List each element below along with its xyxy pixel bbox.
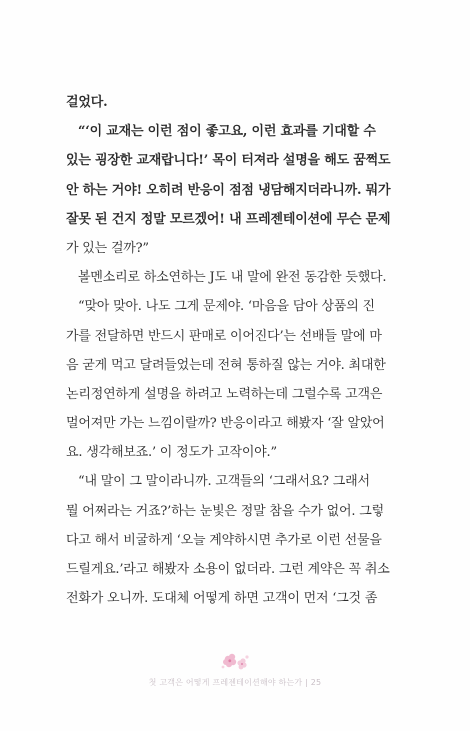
body-line: 다고 해서 비굴하게 ‘오늘 계약하시면 추가로 이런 선물을 — [66, 532, 382, 548]
cherry-blossom-icon — [218, 651, 252, 673]
body-line: 있는 굉장한 교재랍니다!’ 목이 터져라 설명을 해도 꿈쩍도 — [66, 153, 391, 169]
body-line: 전화가 오니까. 도대체 어떻게 하면 고객이 먼저 ‘그것 좀 — [66, 591, 378, 607]
body-line: 볼멘소리로 하소연하는 J도 내 말에 완전 동감한 듯했다. — [78, 270, 387, 286]
body-text — [66, 88, 416, 613]
body-line: “‘이 교재는 이런 점이 좋고요, 이런 효과를 기대할 수 — [78, 124, 376, 140]
body-line: 잘못 된 건지 정말 모르겠어! 내 프레젠테이션에 무슨 문제 — [66, 211, 391, 227]
body-line: 가를 전달하면 반드시 판매로 이어진다’는 선배들 말에 마 — [66, 328, 382, 344]
body-line: 요. 생각해보죠.’ 이 정도가 고작이야.” — [66, 445, 277, 461]
body-line: “내 말이 그 말이라니까. 고객들의 ‘그래서요? 그래서 — [78, 474, 370, 490]
body-line: 드릴게요.’라고 해봤자 소용이 없더라. 그런 계약은 꼭 취소 — [66, 562, 390, 577]
body-line: “맞아 맞아. 나도 그게 문제야. ‘마음을 담아 상품의 진 — [78, 299, 375, 315]
body-line: 음 굳게 먹고 달려들었는데 전혀 통하질 않는 거야. 최대한 — [66, 357, 386, 373]
body-line: 안 하는 거야! 오히려 반응이 점점 냉담해지더라니까. 뭐가 — [66, 182, 391, 198]
body-line: 가 있는 걸까?” — [66, 240, 149, 256]
body-line: 뭘 어쩌라는 거죠?’하는 눈빛은 정말 참을 수가 없어. 그렇 — [66, 503, 384, 519]
page-footer — [0, 651, 470, 688]
body-line: 논리정연하게 설명을 하려고 노력하는데 그럴수록 고객은 — [66, 386, 383, 402]
running-footer: 첫 고객은 어떻게 프레젠테이션해야 하는가 | 25 — [148, 678, 322, 687]
body-line: 걸었다. — [66, 95, 108, 110]
body-line: 멀어져만 가는 느낌이랄까? 반응이라고 해봤자 ‘잘 알았어 — [66, 416, 385, 432]
